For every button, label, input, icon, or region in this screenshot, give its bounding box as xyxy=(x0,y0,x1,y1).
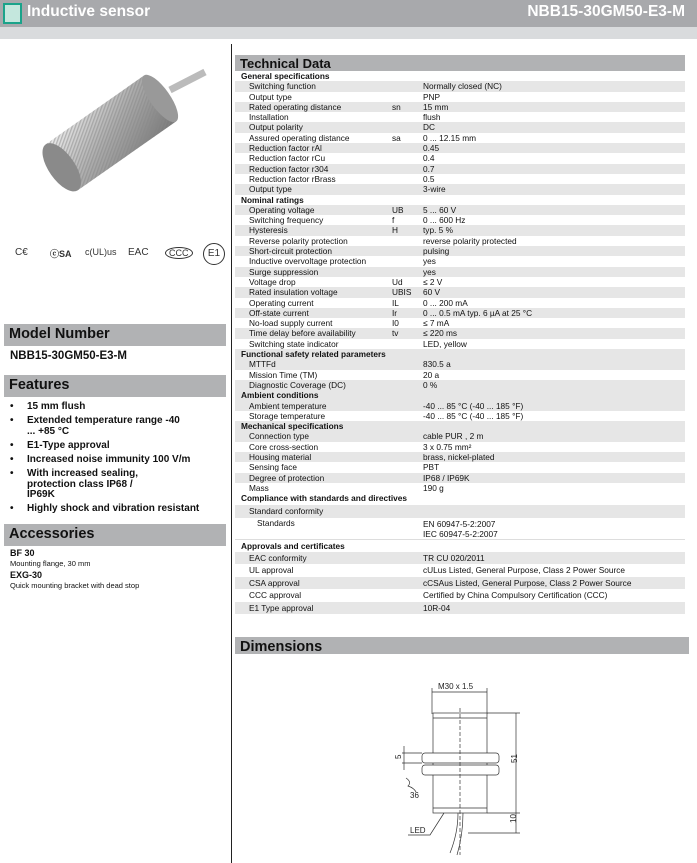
approval-row xyxy=(235,602,685,614)
spec-value: 5 ... 60 V xyxy=(423,204,457,215)
spec-value: typ. 5 % xyxy=(423,225,453,236)
spec-label: Mass xyxy=(249,482,269,493)
brand-logo xyxy=(3,3,22,24)
sub-bar xyxy=(0,27,697,39)
feature-item: • E1-Type approval xyxy=(10,441,225,452)
ccc-mark-icon: CCC xyxy=(165,247,193,259)
spec-label: Storage temperature xyxy=(249,410,326,421)
feature-item: • Highly shock and vibration resistant xyxy=(10,504,225,515)
spec-value: ≤ 7 mA xyxy=(423,318,450,329)
spec-row xyxy=(235,370,685,380)
spec-label: Switching function xyxy=(249,81,316,92)
spec-row xyxy=(235,318,685,328)
spec-value: reverse polarity protected xyxy=(423,235,517,246)
spec-row xyxy=(235,164,685,174)
spec-value: 0 ... 200 mA xyxy=(423,297,468,308)
spec-row xyxy=(235,298,685,308)
approval-value: TR CU 020/2011 xyxy=(423,552,485,563)
spec-value: 3-wire xyxy=(423,184,446,195)
spec-label: Housing material xyxy=(249,451,312,462)
features-list xyxy=(10,402,225,518)
spec-value: yes xyxy=(423,256,436,267)
spec-value: Normally closed (NC) xyxy=(423,81,502,92)
spec-value: IP68 / IP69K xyxy=(423,472,470,483)
spec-label: Standard conformity xyxy=(249,506,324,517)
spec-symbol: Ir xyxy=(392,307,398,318)
spec-value: 15 mm xyxy=(423,101,449,112)
spec-row xyxy=(235,359,685,369)
spec-row xyxy=(235,339,685,349)
spec-label: Operating current xyxy=(249,297,314,308)
spec-symbol: Ud xyxy=(392,276,403,287)
group-heading: Approvals and certificates xyxy=(241,540,345,551)
spec-label: Rated insulation voltage xyxy=(249,287,338,298)
spec-row xyxy=(235,431,685,441)
spec-label: Degree of protection xyxy=(249,472,325,483)
spec-label: Assured operating distance xyxy=(249,132,350,143)
spec-label: Connection type xyxy=(249,431,309,442)
accessory-item[interactable] xyxy=(10,570,225,590)
spec-row xyxy=(235,133,685,143)
spec-symbol: UBIS xyxy=(392,287,412,298)
approval-value: Certified by China Compulsory Certification (CCC) xyxy=(423,590,608,601)
spec-row xyxy=(235,380,685,390)
approval-label: EAC conformity xyxy=(249,552,307,563)
spec-row xyxy=(235,473,685,483)
spec-symbol: sa xyxy=(392,132,401,143)
spec-value: ≤ 220 ms xyxy=(423,328,458,339)
spec-value: ≤ 2 V xyxy=(423,276,443,287)
technical-data xyxy=(235,55,685,614)
approval-row xyxy=(235,589,685,601)
feature-item: • 15 mm flush xyxy=(10,402,225,413)
cable-length-label: 10 xyxy=(509,814,518,823)
ul-mark-icon: c(UL)us xyxy=(85,247,117,257)
spec-label: Reduction factor r304 xyxy=(249,163,329,174)
spec-row xyxy=(235,205,685,215)
group-heading: Ambient conditions xyxy=(235,390,685,400)
spec-row xyxy=(235,112,685,122)
spec-row xyxy=(235,505,685,517)
spec-label: Inductive overvoltage protection xyxy=(249,256,367,267)
spec-value: 0 ... 0.5 mA typ. 6 µA at 25 °C xyxy=(423,307,533,318)
approval-value: 10R-04 xyxy=(423,602,451,613)
accessories-heading: Accessories xyxy=(4,524,226,546)
spec-value: pulsing xyxy=(423,246,450,257)
column-divider xyxy=(231,44,232,863)
accessory-item[interactable] xyxy=(10,548,225,568)
spec-label: Reduction factor rAl xyxy=(249,143,322,154)
spec-value: 190 g xyxy=(423,482,444,493)
spec-value: PNP xyxy=(423,91,441,102)
accessory-name: EXG-30 xyxy=(10,570,43,580)
spec-symbol: H xyxy=(392,225,398,236)
standard: EN 60947-5-2:2007 xyxy=(423,518,496,529)
spec-row xyxy=(235,483,685,493)
spec-label: Switching state indicator xyxy=(249,338,339,349)
accessory-name: BF 30 xyxy=(10,548,35,558)
spec-value: DC xyxy=(423,122,435,133)
spec-value: LED, yellow xyxy=(423,338,467,349)
spec-value: 830.5 a xyxy=(423,359,451,370)
spec-value: 0.7 xyxy=(423,163,435,174)
spec-row xyxy=(235,308,685,318)
led-label: LED xyxy=(410,826,426,835)
approval-label: UL approval xyxy=(249,565,294,576)
technical-data-heading: Technical Data xyxy=(235,55,685,71)
spec-value: 0 % xyxy=(423,379,438,390)
dimension-drawing xyxy=(370,670,540,863)
spec-row xyxy=(235,92,685,102)
product-category: Inductive sensor xyxy=(27,3,151,20)
spec-label: Standards xyxy=(257,517,295,528)
spec-symbol: tv xyxy=(392,328,399,339)
spec-row xyxy=(235,287,685,297)
approval-value: cULus Listed, General Purpose, Class 2 Power Source xyxy=(423,565,625,576)
spec-symbol: UB xyxy=(392,204,404,215)
eac-mark-icon: EAC xyxy=(128,247,149,258)
spec-value: 0 ... 12.15 mm xyxy=(423,132,477,143)
spec-value: 0 ... 600 Hz xyxy=(423,215,466,226)
approval-label: E1 Type approval xyxy=(249,602,314,613)
spec-row xyxy=(235,236,685,246)
spec-label: Reverse polarity protection xyxy=(249,235,348,246)
approval-label: CCC approval xyxy=(249,590,302,601)
spec-symbol: IL xyxy=(392,297,399,308)
spec-label: Diagnostic Coverage (DC) xyxy=(249,379,346,390)
spec-label: Reduction factor rBrass xyxy=(249,173,336,184)
spec-row xyxy=(235,277,685,287)
spec-row xyxy=(235,81,685,91)
spec-row xyxy=(235,442,685,452)
e1-mark-icon: E1 xyxy=(203,243,225,265)
ce-mark-icon: C€ xyxy=(15,247,28,258)
spec-value: cable PUR , 2 m xyxy=(423,431,484,442)
spec-label: Voltage drop xyxy=(249,276,296,287)
spec-label: Core cross-section xyxy=(249,441,319,452)
wrench-size-label: 36 xyxy=(410,791,419,800)
spec-label: Time delay before availability xyxy=(249,328,356,339)
spec-label: Surge suppression xyxy=(249,266,319,277)
group-heading: Nominal ratings xyxy=(241,194,304,205)
spec-label: Ambient temperature xyxy=(249,400,327,411)
spec-symbol: f xyxy=(392,215,395,226)
spec-value: -40 ... 85 °C (-40 ... 185 °F) xyxy=(423,410,524,421)
spec-value: 60 V xyxy=(423,287,441,298)
spec-row xyxy=(235,462,685,472)
spec-row xyxy=(235,215,685,225)
length-label: 51 xyxy=(510,754,519,763)
spec-label: Output polarity xyxy=(249,122,303,133)
product-image xyxy=(20,50,210,200)
spec-row xyxy=(235,518,685,540)
spec-row xyxy=(235,184,685,194)
feature-item: • Increased noise immunity 100 V/m xyxy=(10,455,225,466)
feature-item: • Extended temperature range -40 ... +85 °C xyxy=(10,416,225,437)
nut-thickness-label: 5 xyxy=(394,754,403,759)
spec-row xyxy=(235,153,685,163)
spec-label: Sensing face xyxy=(249,462,297,473)
spec-value: 0.5 xyxy=(423,173,435,184)
group-heading: Compliance with standards and directives xyxy=(241,493,407,504)
approval-value: cCSAus Listed, General Purpose, Class 2 Power Source xyxy=(423,577,632,588)
spec-symbol: sn xyxy=(392,101,401,112)
approval-row xyxy=(235,577,685,589)
spec-row xyxy=(235,225,685,235)
spec-label: Off-state current xyxy=(249,307,309,318)
spec-label: Mission Time (TM) xyxy=(249,369,318,380)
header-model: NBB15-30GM50-E3-M xyxy=(527,3,685,20)
spec-row xyxy=(235,328,685,338)
approval-label: CSA approval xyxy=(249,577,300,588)
spec-row xyxy=(235,452,685,462)
spec-value: yes xyxy=(423,266,436,277)
features-heading: Features xyxy=(4,375,226,397)
spec-label: MTTFd xyxy=(249,359,276,370)
spec-label: Operating voltage xyxy=(249,204,315,215)
spec-row xyxy=(235,411,685,421)
spec-value: 3 x 0.75 mm² xyxy=(423,441,472,452)
model-number-heading: Model Number xyxy=(4,324,226,346)
accessory-desc: Quick mounting bracket with dead stop xyxy=(10,581,140,590)
spec-label: Output type xyxy=(249,184,292,195)
spec-row xyxy=(235,256,685,266)
spec-value: 0.4 xyxy=(423,153,435,164)
spec-value: 0.45 xyxy=(423,143,440,154)
spec-value: 20 a xyxy=(423,369,440,380)
spec-label: Output type xyxy=(249,91,292,102)
model-number: NBB15-30GM50-E3-M xyxy=(10,350,127,362)
spec-row xyxy=(235,267,685,277)
spec-symbol: I0 xyxy=(392,318,399,329)
approval-row xyxy=(235,564,685,576)
spec-row xyxy=(235,401,685,411)
spec-row xyxy=(235,122,685,132)
spec-label: Short-circuit protection xyxy=(249,246,333,257)
spec-value xyxy=(423,519,498,540)
group-heading: Mechanical specifications xyxy=(235,421,685,431)
spec-row xyxy=(235,102,685,112)
spec-label: Reduction factor rCu xyxy=(249,153,326,164)
spec-label: Switching frequency xyxy=(249,215,324,226)
spec-label: Installation xyxy=(249,112,289,123)
csa-mark-icon: ⓒSA xyxy=(50,249,72,259)
spec-label: Hysteresis xyxy=(249,225,288,236)
spec-value: PBT xyxy=(423,462,440,473)
spec-label: No-load supply current xyxy=(249,318,333,329)
spec-value: flush xyxy=(423,112,441,123)
spec-value: brass, nickel-plated xyxy=(423,451,495,462)
thread-label: M30 x 1.5 xyxy=(438,682,474,691)
header-bar xyxy=(0,0,697,27)
spec-row xyxy=(235,174,685,184)
group-heading: Functional safety related parameters xyxy=(235,349,685,359)
spec-row xyxy=(235,246,685,256)
dimensions-heading: Dimensions xyxy=(235,637,689,654)
standard: IEC 60947-5-2:2007 xyxy=(423,528,498,539)
spec-value: -40 ... 85 °C (-40 ... 185 °F) xyxy=(423,400,524,411)
certification-marks xyxy=(10,243,225,269)
feature-item: • With increased sealing, protection class IP68 / IP69K xyxy=(10,469,225,501)
approval-row xyxy=(235,552,685,564)
accessory-desc: Mounting flange, 30 mm xyxy=(10,559,91,568)
group-heading: General specifications xyxy=(241,71,330,81)
spec-row xyxy=(235,143,685,153)
spec-label: Rated operating distance xyxy=(249,101,342,112)
